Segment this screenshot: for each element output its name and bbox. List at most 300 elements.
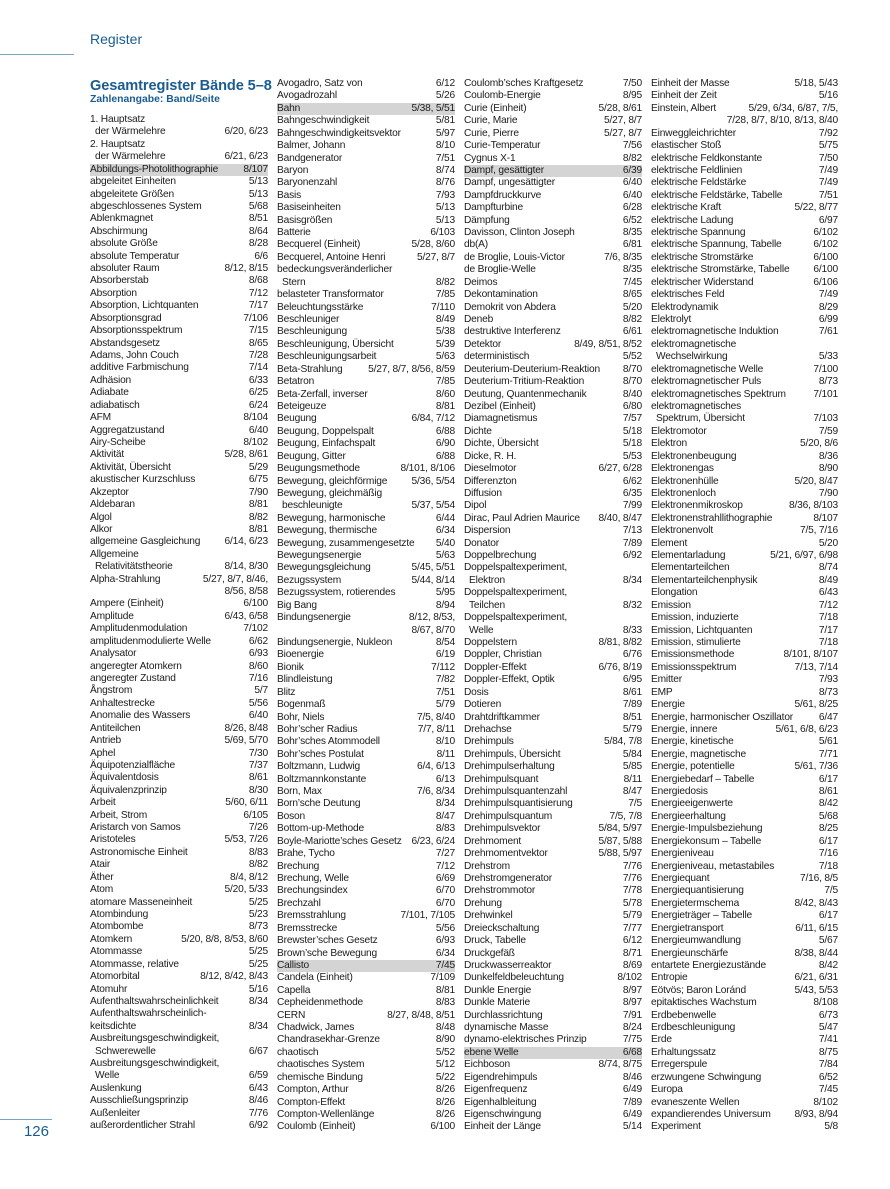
index-entry-line	[651, 1109, 838, 1121]
index-entry-line	[464, 761, 642, 773]
index-entry-line	[464, 885, 642, 897]
entry-term: Dämpfung	[464, 214, 510, 226]
entry-term: Dreieckschaltung	[464, 922, 540, 934]
index-entry-line	[464, 848, 642, 860]
index-entry-line	[277, 687, 455, 699]
index-entry-line	[651, 749, 838, 761]
entry-pages: 6/100	[243, 598, 268, 610]
entry-pages: 5/60, 6/11	[225, 797, 268, 809]
index-entry-line	[277, 463, 455, 475]
index-entry-line	[464, 463, 642, 475]
entry-pages: 5/61, 7/36	[794, 761, 838, 773]
index-entry-line	[277, 239, 455, 251]
index-entry-line	[277, 811, 455, 823]
index-entry-line	[90, 1058, 268, 1070]
entry-pages: 5/27, 8/7	[603, 115, 642, 127]
index-entry-line	[464, 538, 642, 550]
index-entry-line	[651, 736, 838, 748]
entry-pages: 5/20, 8/47	[794, 475, 838, 487]
entry-term: Erregerspule	[651, 1059, 708, 1071]
entry-term: Adams, John Couch	[90, 350, 179, 362]
entry-pages: 7/30	[248, 747, 268, 759]
entry-pages: 5/26	[435, 90, 455, 102]
entry-term: Elektronenloch	[651, 487, 716, 499]
index-entry-line	[464, 190, 642, 202]
entry-term: Drehimpulsquantenzahl	[464, 786, 568, 798]
entry-pages: 7/85	[435, 289, 455, 301]
entry-term: Welle	[469, 624, 494, 636]
entry-pages: 6/81	[622, 239, 642, 251]
index-entry-line	[277, 1047, 455, 1059]
index-entry-line	[277, 1059, 455, 1071]
entry-term: außerordentlicher Strahl	[90, 1120, 195, 1132]
entry-pages: 8/36, 8/103	[788, 500, 838, 512]
entry-term: Brechung, Welle	[277, 873, 349, 884]
index-entry-line	[651, 401, 838, 413]
index-entry-line	[651, 972, 838, 984]
entry-pages: 5/61, 6/8, 6/23	[775, 723, 838, 735]
entry-term: Eichboson	[464, 1059, 510, 1071]
entry-pages: 6/34	[435, 947, 455, 959]
entry-pages: 5/20, 8/8, 8/53, 8/60	[181, 933, 268, 945]
entry-pages: 7/37	[248, 759, 268, 771]
entry-term: deterministisch	[464, 351, 530, 363]
entry-pages: 6/19	[435, 649, 455, 661]
index-entry-line	[464, 115, 642, 127]
entry-term: Atommasse, relative	[90, 958, 179, 970]
entry-pages: 7/76	[622, 860, 642, 872]
index-entry-line	[651, 600, 838, 612]
entry-term: Druckwasserreaktor	[464, 959, 552, 971]
entry-term: Aphel	[90, 747, 116, 759]
index-entry-line	[464, 500, 642, 512]
index-entry-line	[277, 972, 455, 984]
entry-term: Dezibel (Einheit)	[464, 400, 536, 412]
entry-term: Alkor	[90, 523, 113, 535]
index-entry-line	[651, 948, 838, 960]
index-entry-line	[651, 848, 838, 860]
index-entry-line	[90, 1083, 268, 1095]
entry-pages: 7/78	[622, 885, 642, 897]
index-entry-line	[651, 885, 838, 897]
entry-term: Elementarladung	[651, 550, 726, 562]
entry-pages: 5/25	[248, 946, 268, 958]
entry-pages: 6/93	[248, 648, 268, 660]
entry-pages: 8/34	[248, 995, 268, 1007]
entry-term: expandierendes Universum	[651, 1109, 771, 1121]
entry-pages: 6/4, 6/13	[416, 761, 455, 773]
index-entry-line	[651, 1084, 838, 1096]
index-entry-line	[90, 946, 268, 958]
entry-pages: 5/21, 6/97, 6/98	[770, 550, 838, 562]
entry-term: Dekontamination	[464, 289, 538, 301]
entry-pages: 5/53	[622, 450, 642, 462]
entry-pages: 7/13	[622, 525, 642, 537]
entry-pages: 6/40	[622, 177, 642, 189]
entry-term: Curie, Pierre	[464, 127, 519, 139]
index-entry-line	[277, 885, 455, 897]
entry-pages: 8/25	[818, 823, 838, 835]
entry-term: Energietermschema	[651, 897, 740, 909]
entry-pages: 8/65	[248, 337, 268, 349]
index-entry-line	[464, 861, 642, 873]
entry-term: Dipol	[464, 500, 487, 512]
page-number: 126	[23, 1123, 49, 1140]
index-entry-line	[90, 797, 268, 809]
entry-pages: 8/82	[622, 152, 642, 164]
entry-pages: 8/108	[813, 997, 838, 1009]
index-entry-line	[651, 488, 838, 500]
entry-pages: 7/6, 8/34	[416, 786, 455, 798]
entry-term: Boyle-Mariotte’sches Gesetz	[277, 835, 402, 847]
index-entry-line	[464, 985, 642, 997]
index-entry-line	[464, 351, 642, 363]
index-entry-line	[90, 611, 268, 623]
entry-term: Bewegung, gleichmäßig	[277, 487, 382, 499]
entry-pages: 8/42	[818, 798, 838, 810]
entry-pages: 5/79	[435, 699, 455, 711]
index-entry-line	[90, 512, 268, 524]
entry-term: Absorption, Lichtquanten	[90, 300, 199, 312]
index-entry-line	[651, 612, 838, 624]
entry-term: Curie, Marie	[464, 115, 518, 127]
entry-term: Doppelstern	[464, 636, 517, 648]
entry-pages: 8/73	[818, 686, 838, 698]
index-entry-line	[651, 823, 838, 835]
entry-term: Erhaltungssatz	[651, 1046, 716, 1058]
index-entry-line	[651, 140, 838, 152]
entry-pages: 8/68	[248, 275, 268, 287]
index-entry-line	[464, 302, 642, 314]
index-entry-line	[90, 425, 268, 437]
entry-pages: 8/61	[622, 686, 642, 698]
index-entry-line	[651, 699, 838, 711]
entry-term: elektrisches Feld	[651, 289, 725, 301]
index-entry-line	[651, 389, 838, 401]
entry-pages: 7/84	[818, 1059, 838, 1071]
entry-term: elektromagnetisches	[651, 400, 742, 412]
entry-pages: 7/110	[431, 301, 455, 313]
entry-term: Curie (Einheit)	[464, 102, 527, 114]
entry-term: entartete Energiezustände	[651, 959, 767, 971]
entry-pages: 6/70	[435, 897, 455, 909]
entry-pages: 5/25	[248, 958, 268, 970]
entry-pages: 8/74, 8/75	[598, 1059, 642, 1071]
entry-term: Beschleuniger	[277, 314, 340, 326]
entry-pages: 5/12	[435, 1059, 455, 1071]
index-entry-line-highlighted	[464, 165, 642, 177]
index-column-2	[277, 78, 455, 1134]
entry-pages: 6/84, 7/12	[411, 413, 455, 425]
entry-term: Cepheidenmethode	[277, 997, 364, 1009]
entry-pages: 7/100	[813, 363, 838, 375]
index-entry-line	[277, 1072, 455, 1084]
entry-term: Antrieb	[90, 735, 122, 747]
entry-term: Abstandsgesetz	[90, 337, 160, 349]
entry-term: Schwerewelle	[95, 1045, 156, 1057]
index-entry-line	[464, 438, 642, 450]
entry-term: Avogadrozahl	[277, 90, 337, 102]
entry-pages: 8/48	[435, 1022, 455, 1034]
entry-pages: 8/34	[248, 1020, 268, 1032]
index-entry-line	[651, 960, 838, 972]
entry-term: Deneb	[464, 314, 494, 326]
entry-pages: 7/103	[813, 413, 838, 425]
entry-pages: 7/50	[818, 152, 838, 164]
entry-term: Beteigeuze	[277, 400, 327, 412]
index-entry-line	[464, 736, 642, 748]
index-entry-line	[90, 251, 268, 263]
entry-term: Doppelspaltexperiment,	[464, 612, 568, 624]
entry-pages: 7/75	[622, 1034, 642, 1046]
entry-pages: 5/53, 7/26	[224, 834, 268, 846]
entry-pages: 8/34	[435, 798, 455, 810]
entry-pages: 8/70	[622, 376, 642, 388]
index-entry-line	[277, 910, 455, 922]
entry-pages: 8/33	[622, 624, 642, 636]
entry-pages: 8/12, 8/42, 8/43	[200, 971, 268, 983]
index-entry-line	[277, 215, 455, 227]
index-entry-line	[277, 898, 455, 910]
entry-term: Bandgenerator	[277, 152, 343, 164]
entry-pages: 5/81	[435, 115, 455, 127]
index-entry-line	[464, 550, 642, 562]
entry-term: absolute Temperatur	[90, 250, 180, 262]
index-entry-line	[90, 362, 268, 374]
entry-pages: 7/99	[622, 500, 642, 512]
entry-pages: 7/5, 8/40	[416, 711, 455, 723]
register-subtitle: Zahlenangabe: Band/Seite	[90, 94, 220, 105]
index-entry-line	[464, 389, 642, 401]
index-entry-line	[90, 909, 268, 921]
index-entry-line	[464, 786, 642, 798]
entry-pages: 6/62	[622, 475, 642, 487]
entry-pages: 6/100	[813, 251, 838, 263]
entry-term: Element	[651, 537, 688, 549]
entry-term: Beugung	[277, 413, 317, 425]
entry-term: chemische Bindung	[277, 1071, 363, 1083]
entry-term: Dieselmotor	[464, 463, 517, 475]
index-entry-line	[651, 923, 838, 935]
index-entry-line	[464, 948, 642, 960]
entry-pages: 6/33	[248, 374, 268, 386]
index-entry-line	[651, 550, 838, 562]
index-entry-line	[651, 252, 838, 264]
index-entry-line	[464, 910, 642, 922]
index-entry-line	[90, 139, 268, 151]
entry-term: Energiebedarf – Tabelle	[651, 773, 755, 785]
index-entry-line	[277, 662, 455, 674]
entry-term: keitsdichte	[90, 1020, 137, 1032]
index-entry-line	[651, 649, 838, 661]
entry-term: allgemeine Gasgleichung	[90, 536, 201, 548]
index-entry-line	[651, 1047, 838, 1059]
index-entry-line	[651, 1059, 838, 1071]
entry-pages: 7/71	[818, 748, 838, 760]
index-entry-line	[464, 662, 642, 674]
entry-pages: 5/13	[435, 214, 455, 226]
entry-term: Drehachse	[464, 723, 512, 735]
entry-term: Europa	[651, 1084, 683, 1096]
entry-term: Diffusion	[464, 487, 502, 499]
entry-pages: 7/102	[243, 623, 268, 635]
index-entry-line	[90, 400, 268, 412]
entry-term: elektrische Feldstärke, Tabelle	[651, 189, 783, 201]
index-entry-line	[90, 387, 268, 399]
entry-pages: 5/97	[435, 127, 455, 139]
index-entry-line-highlighted	[464, 1047, 642, 1059]
entry-term: Airy-Scheibe	[90, 436, 146, 448]
entry-pages: 7/112	[431, 661, 455, 673]
index-entry-line	[90, 810, 268, 822]
entry-term: Drehwinkel	[464, 910, 513, 922]
index-entry-line	[464, 476, 642, 488]
entry-term: elektrische Feldkonstante	[651, 152, 763, 164]
entry-pages: 7/57	[622, 413, 642, 425]
entry-term: Aristoteles	[90, 834, 136, 846]
index-entry-line	[277, 289, 455, 301]
entry-pages: 5/27, 8/7, 8/46,	[202, 573, 268, 585]
entry-term: additive Farbmischung	[90, 362, 189, 374]
index-entry-line	[90, 288, 268, 300]
entry-pages: 8/82	[435, 276, 455, 288]
entry-term: Elektron	[469, 574, 505, 586]
entry-term: Entropie	[651, 972, 688, 984]
index-entry-line	[651, 625, 838, 637]
index-entry-line	[651, 935, 838, 947]
entry-term: Ampere (Einheit)	[90, 598, 164, 610]
entry-pages: 6/73	[818, 1009, 838, 1021]
entry-term: Bremsstrecke	[277, 922, 338, 934]
index-entry-line	[277, 513, 455, 525]
entry-pages: 7/12	[818, 599, 838, 611]
index-entry-line	[90, 847, 268, 859]
index-entry-line	[651, 1072, 838, 1084]
index-entry-line	[464, 1059, 642, 1071]
entry-pages: 5/7	[254, 685, 268, 697]
index-entry-line	[277, 649, 455, 661]
entry-term: Bohr’sches Postulat	[277, 748, 364, 760]
entry-pages: 7/51	[818, 189, 838, 201]
entry-term: Bindungsenergie, Nukleon	[277, 636, 393, 648]
entry-term: Curie-Temperatur	[464, 140, 541, 152]
entry-term: elektromagnetische	[651, 338, 737, 350]
entry-term: Brechungsindex	[277, 885, 348, 897]
entry-pages: 5/84, 7/8	[603, 736, 642, 748]
entry-pages: 8/73	[818, 376, 838, 388]
entry-term: Atombombe	[90, 921, 144, 933]
entry-term: Elektronenhülle	[651, 475, 719, 487]
entry-term: Äther	[90, 871, 114, 883]
entry-pages: 8/70	[622, 363, 642, 375]
index-entry-line	[90, 449, 268, 461]
index-entry-line	[90, 1008, 268, 1020]
index-entry-line	[651, 463, 838, 475]
entry-pages: 6/40	[622, 189, 642, 201]
entry-term: Analysator	[90, 648, 137, 660]
index-entry-line	[651, 351, 838, 363]
index-entry-line	[464, 562, 642, 574]
index-entry-line	[464, 289, 642, 301]
entry-term: elektromagnetisches Spektrum	[651, 388, 786, 400]
entry-pages: 8/83	[435, 997, 455, 1009]
index-entry-line	[651, 873, 838, 885]
index-entry-line	[277, 326, 455, 338]
index-entry-line	[277, 1121, 455, 1133]
entry-pages: 8/82	[248, 859, 268, 871]
index-entry-line	[90, 996, 268, 1008]
entry-pages: 7/93	[818, 674, 838, 686]
entry-pages: 5/45, 5/51	[411, 562, 455, 574]
index-entry-line	[464, 575, 642, 587]
index-entry-line	[651, 165, 838, 177]
entry-pages: 7/41	[818, 1034, 838, 1046]
index-entry-line	[651, 587, 838, 599]
entry-pages: 7/90	[818, 487, 838, 499]
entry-pages: 5/14	[622, 1121, 642, 1133]
index-entry-line	[651, 115, 838, 127]
entry-pages: 8/12, 8/15	[224, 263, 268, 275]
entry-pages: 5/29	[248, 461, 268, 473]
entry-term: Beugungsmethode	[277, 463, 360, 475]
entry-term: Astronomische Einheit	[90, 846, 188, 858]
entry-pages: 5/88, 5/97	[598, 848, 642, 860]
entry-term: EMP	[651, 686, 673, 698]
index-entry-line	[464, 687, 642, 699]
entry-pages: 5/69, 5/70	[224, 735, 268, 747]
entry-pages: 7/15	[248, 325, 268, 337]
entry-term: Energie, innere	[651, 723, 718, 735]
index-entry-line	[277, 376, 455, 388]
index-entry-line	[464, 1084, 642, 1096]
index-entry-line	[464, 264, 642, 276]
entry-pages: 5/85	[622, 761, 642, 773]
entry-pages: 5/20, 8/6	[799, 438, 838, 450]
entry-pages: 5/84	[622, 748, 642, 760]
entry-pages: 6/17	[818, 910, 838, 922]
index-entry-line	[90, 984, 268, 996]
entry-pages: 8/26	[435, 1084, 455, 1096]
entry-term: Energiequant	[651, 873, 710, 884]
entry-pages: 6/25	[248, 387, 268, 399]
entry-term: elastischer Stoß	[651, 140, 722, 152]
index-entry-line	[90, 884, 268, 896]
index-entry-line	[277, 115, 455, 127]
entry-pages: 6/62	[248, 635, 268, 647]
entry-pages: 8/81	[248, 499, 268, 511]
index-entry-line	[464, 649, 642, 661]
entry-pages: 5/27, 8/7	[603, 127, 642, 139]
entry-pages: 6/61	[622, 326, 642, 338]
entry-term: Einheit der Zeit	[651, 90, 717, 102]
entry-term: Einheit der Länge	[464, 1121, 541, 1133]
entry-term: Abschirmung	[90, 225, 148, 237]
index-entry-line	[277, 562, 455, 574]
entry-pages: 5/33	[818, 351, 838, 363]
entry-pages: 8/42, 8/43	[794, 897, 838, 909]
index-entry-line	[651, 364, 838, 376]
index-entry-line	[277, 264, 455, 276]
entry-pages: 6/20, 6/23	[224, 126, 268, 138]
index-entry-line	[464, 1121, 642, 1133]
entries-column-1	[90, 114, 268, 1133]
index-entry-line	[464, 215, 642, 227]
entry-pages: 6/43	[818, 587, 838, 599]
entry-pages: 8/81	[248, 523, 268, 535]
index-entry-line	[277, 177, 455, 189]
entry-term: Energieniveau, metastabiles	[651, 860, 775, 872]
entry-pages: 8/11	[436, 748, 455, 760]
